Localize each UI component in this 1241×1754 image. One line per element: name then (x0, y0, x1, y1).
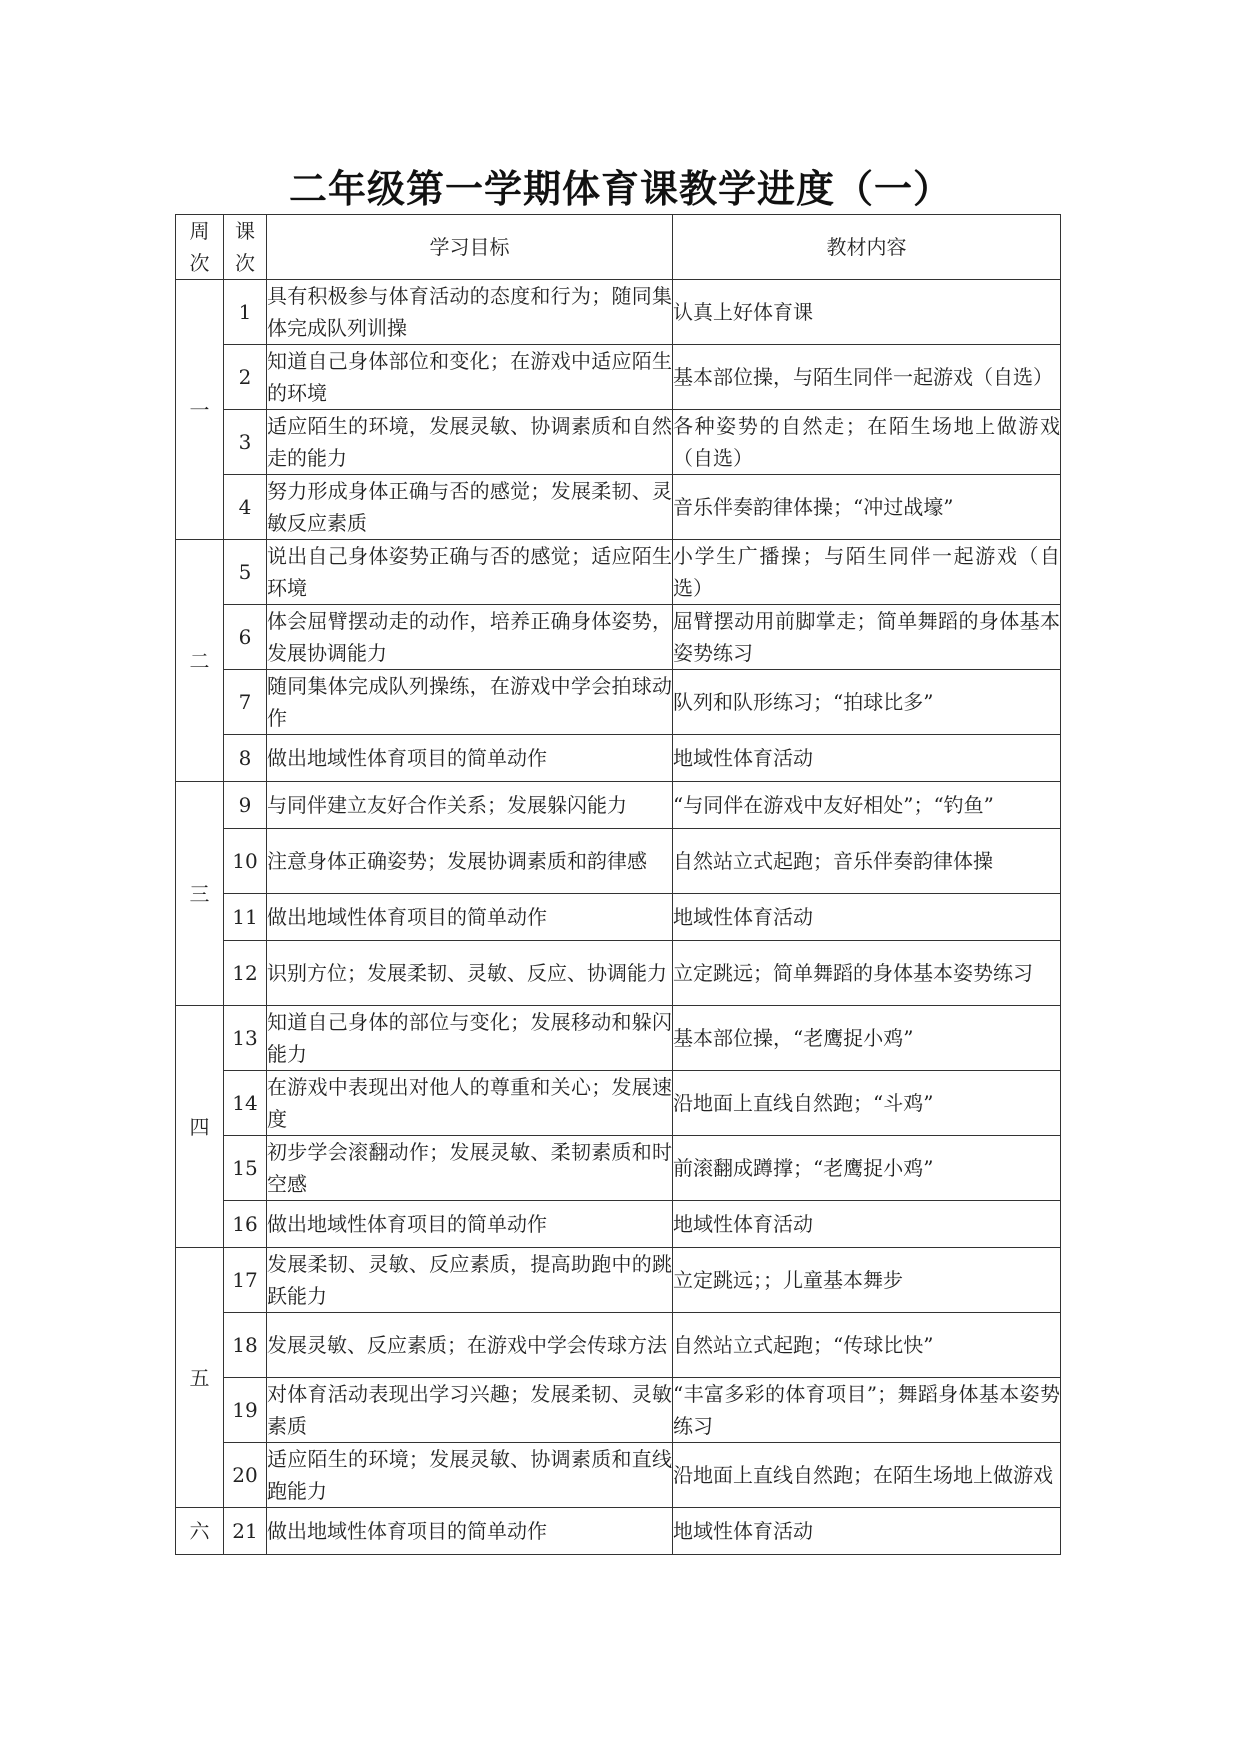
lesson-number: 2 (224, 345, 267, 410)
table-row (176, 670, 1061, 735)
lesson-number: 13 (224, 1006, 267, 1071)
goal-cell: 与同伴建立友好合作关系；发展躲闪能力 (267, 782, 673, 829)
table-row (176, 1071, 1061, 1136)
table-row (176, 1201, 1061, 1248)
content-cell: 基本部位操，与陌生同伴一起游戏（自选） (673, 345, 1061, 410)
content-cell: 队列和队形练习；“拍球比多” (673, 670, 1061, 735)
goal-cell: 适应陌生的环境；发展灵敏、协调素质和直线跑能力 (267, 1443, 673, 1508)
table-row (176, 1313, 1061, 1378)
goal-cell: 做出地域性体育项目的简单动作 (267, 1201, 673, 1248)
table-row (176, 1136, 1061, 1201)
goal-cell: 识别方位；发展柔韧、灵敏、反应、协调能力 (267, 941, 673, 1006)
header-lesson-bottom: 次 (235, 251, 255, 275)
goal-cell: 努力形成身体正确与否的感觉；发展柔韧、灵敏反应素质 (267, 475, 673, 540)
lesson-number: 19 (224, 1378, 267, 1443)
table-row (176, 280, 1061, 345)
goal-cell: 随同集体完成队列操练，在游戏中学会拍球动作 (267, 670, 673, 735)
table-row (176, 1006, 1061, 1071)
goal-cell: 做出地域性体育项目的简单动作 (267, 1508, 673, 1555)
content-cell: 自然站立式起跑；“传球比快” (673, 1313, 1061, 1378)
goal-cell: 知道自己身体部位和变化；在游戏中适应陌生的环境 (267, 345, 673, 410)
header-week (176, 215, 224, 280)
content-cell: 屈臂摆动用前脚掌走；简单舞蹈的身体基本姿势练习 (673, 605, 1061, 670)
schedule-table (175, 214, 1061, 1555)
lesson-number: 3 (224, 410, 267, 475)
goal-cell: 适应陌生的环境，发展灵敏、协调素质和自然走的能力 (267, 410, 673, 475)
content-cell: 认真上好体育课 (673, 280, 1061, 345)
goal-cell: 注意身体正确姿势；发展协调素质和韵律感 (267, 829, 673, 894)
content-cell: 地域性体育活动 (673, 1508, 1061, 1555)
week-cell: 二 (176, 540, 224, 782)
lesson-number: 7 (224, 670, 267, 735)
goal-cell: 知道自己身体的部位与变化；发展移动和躲闪能力 (267, 1006, 673, 1071)
header-content: 教材内容 (673, 215, 1061, 280)
goal-cell: 说出自己身体姿势正确与否的感觉；适应陌生环境 (267, 540, 673, 605)
page-title: 二年级第一学期体育课教学进度（一） (288, 167, 952, 211)
table-header-row (176, 215, 1061, 280)
table-row (176, 605, 1061, 670)
table-row (176, 475, 1061, 540)
header-goal: 学习目标 (267, 215, 673, 280)
table-row (176, 735, 1061, 782)
lesson-number: 20 (224, 1443, 267, 1508)
lesson-number: 14 (224, 1071, 267, 1136)
lesson-number: 9 (224, 782, 267, 829)
content-cell: 立定跳远；；儿童基本舞步 (673, 1248, 1061, 1313)
table-row (176, 941, 1061, 1006)
goal-cell: 对体育活动表现出学习兴趣；发展柔韧、灵敏素质 (267, 1378, 673, 1443)
header-lesson (224, 215, 267, 280)
table-row (176, 1508, 1061, 1555)
week-cell: 六 (176, 1508, 224, 1555)
lesson-number: 8 (224, 735, 267, 782)
table-row (176, 1443, 1061, 1508)
week-cell: 三 (176, 782, 224, 1006)
week-cell: 一 (176, 280, 224, 540)
content-cell: “与同伴在游戏中友好相处”；“钓鱼” (673, 782, 1061, 829)
goal-cell: 发展灵敏、反应素质；在游戏中学会传球方法 (267, 1313, 673, 1378)
header-lesson-top: 课 (235, 219, 255, 243)
content-cell: 地域性体育活动 (673, 1201, 1061, 1248)
lesson-number: 4 (224, 475, 267, 540)
header-week-top: 周 (189, 219, 210, 243)
week-cell: 五 (176, 1248, 224, 1508)
lesson-number: 17 (224, 1248, 267, 1313)
goal-cell: 做出地域性体育项目的简单动作 (267, 735, 673, 782)
content-cell: 各种姿势的自然走；在陌生场地上做游戏（自选） (673, 410, 1061, 475)
lesson-number: 12 (224, 941, 267, 1006)
lesson-number: 21 (224, 1508, 267, 1555)
lesson-number: 16 (224, 1201, 267, 1248)
table-row (176, 782, 1061, 829)
goal-cell: 体会屈臂摆动走的动作，培养正确身体姿势，发展协调能力 (267, 605, 673, 670)
table-row (176, 345, 1061, 410)
table-row (176, 894, 1061, 941)
goal-cell: 初步学会滚翻动作；发展灵敏、柔韧素质和时空感 (267, 1136, 673, 1201)
content-cell: 立定跳远；简单舞蹈的身体基本姿势练习 (673, 941, 1061, 1006)
goal-cell: 在游戏中表现出对他人的尊重和关心；发展速度 (267, 1071, 673, 1136)
lesson-number: 10 (224, 829, 267, 894)
table-row (176, 540, 1061, 605)
lesson-number: 18 (224, 1313, 267, 1378)
table-row (176, 410, 1061, 475)
goal-cell: 发展柔韧、灵敏、反应素质，提高助跑中的跳跃能力 (267, 1248, 673, 1313)
content-cell: 小学生广播操；与陌生同伴一起游戏（自选） (673, 540, 1061, 605)
content-cell: “丰富多彩的体育项目”；舞蹈身体基本姿势练习 (673, 1378, 1061, 1443)
lesson-number: 5 (224, 540, 267, 605)
content-cell: 沿地面上直线自然跑；“斗鸡” (673, 1071, 1061, 1136)
content-cell: 音乐伴奏韵律体操；“冲过战壕” (673, 475, 1061, 540)
lesson-number: 6 (224, 605, 267, 670)
content-cell: 地域性体育活动 (673, 735, 1061, 782)
table-row (176, 829, 1061, 894)
content-cell: 沿地面上直线自然跑；在陌生场地上做游戏 (673, 1443, 1061, 1508)
week-cell: 四 (176, 1006, 224, 1248)
content-cell: 地域性体育活动 (673, 894, 1061, 941)
header-week-bottom: 次 (189, 251, 210, 275)
table-row (176, 1378, 1061, 1443)
lesson-number: 15 (224, 1136, 267, 1201)
lesson-number: 1 (224, 280, 267, 345)
table-row (176, 1248, 1061, 1313)
lesson-number: 11 (224, 894, 267, 941)
goal-cell: 具有积极参与体育活动的态度和行为；随同集体完成队列训操 (267, 280, 673, 345)
content-cell: 基本部位操，“老鹰捉小鸡” (673, 1006, 1061, 1071)
content-cell: 自然站立式起跑；音乐伴奏韵律体操 (673, 829, 1061, 894)
goal-cell: 做出地域性体育项目的简单动作 (267, 894, 673, 941)
content-cell: 前滚翻成蹲撑；“老鹰捉小鸡” (673, 1136, 1061, 1201)
